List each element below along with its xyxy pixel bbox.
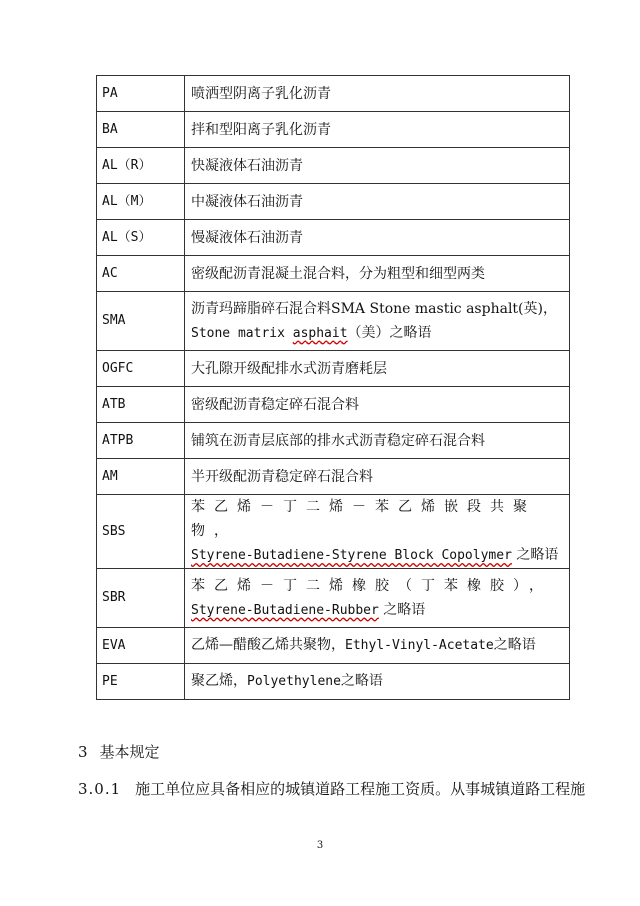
abbr-desc: 大孔隙开级配排水式沥青磨耗层 (185, 351, 570, 387)
clause-text: 施工单位应具备相应的城镇道路工程施工资质。从事城镇道路工程施 (135, 780, 586, 798)
desc-line-1: 苯乙烯－丁二烯－苯乙烯嵌段共聚物， (191, 499, 536, 539)
misspelled-word: asphait (292, 325, 348, 341)
abbr-desc: 半开级配沥青稳定碎石混合料 (185, 459, 570, 495)
desc-text: Ethyl-Vinyl-Acetate (345, 638, 494, 653)
abbr-desc (185, 628, 570, 664)
desc-line-1: 沥青玛蹄脂碎石混合料SMA Stone mastic asphalt(英)， (191, 300, 557, 317)
table-row (97, 148, 570, 184)
table-row (97, 184, 570, 220)
abbr-desc: 快凝液体石油沥青 (185, 148, 570, 184)
desc-text: 之略语 (493, 637, 536, 653)
abbr-code: OGFC (97, 351, 185, 387)
abbr-code: SBR (97, 569, 185, 628)
page-number: 3 (316, 840, 324, 851)
abbr-desc: 密级配沥青混凝土混合料，分为粗型和细型两类 (185, 256, 570, 292)
abbr-desc: 中凝液体石油沥青 (185, 184, 570, 220)
abbr-code: SBS (97, 495, 185, 569)
abbr-code: AC (97, 256, 185, 292)
abbr-code: AL（R） (97, 148, 185, 184)
table-row (97, 220, 570, 256)
abbr-code: PA (97, 76, 185, 112)
abbreviation-table (96, 75, 570, 700)
desc-text: Polyethylene (247, 674, 341, 689)
desc-text: 之略语 (340, 673, 383, 689)
desc-text: Stone matrix (191, 325, 293, 341)
abbr-code: ATB (97, 387, 185, 423)
abbr-code: EVA (97, 628, 185, 664)
table-row (97, 664, 570, 700)
abbr-desc: 喷洒型阴离子乳化沥青 (185, 76, 570, 112)
clause-paragraph (78, 778, 585, 799)
abbr-desc (185, 664, 570, 700)
abbr-code: AL（S） (97, 220, 185, 256)
desc-line-2 (191, 321, 569, 346)
abbr-code: SMA (97, 292, 185, 351)
table-row (97, 569, 570, 628)
misspelled-word: Styrene-Butadiene-Rubber (191, 602, 379, 618)
table-row (97, 495, 570, 569)
abbr-code: AL（M） (97, 184, 185, 220)
desc-text: 聚乙烯， (191, 673, 247, 689)
abbr-code: ATPB (97, 423, 185, 459)
abbr-desc: 拌和型阳离子乳化沥青 (185, 112, 570, 148)
desc-line-1: 苯乙烯－丁二烯橡胶（丁苯橡胶）， (191, 577, 552, 594)
table-row (97, 292, 570, 351)
desc-line-2 (191, 598, 569, 623)
desc-text: （美）之略语 (347, 324, 432, 341)
table-row (97, 256, 570, 292)
misspelled-word: Styrene-Butadiene-Styrene Block Copolymer (191, 548, 512, 563)
abbr-code: AM (97, 459, 185, 495)
abbr-code: PE (97, 664, 185, 700)
desc-text: 之略语 (511, 547, 559, 563)
section-title: 基本规定 (99, 743, 160, 761)
table-row (97, 351, 570, 387)
desc-text: 之略语 (378, 601, 426, 618)
abbr-code: BA (97, 112, 185, 148)
abbr-desc (185, 495, 570, 569)
table-row (97, 628, 570, 664)
desc-text: 乙烯—醋酸乙烯共聚物， (191, 637, 345, 653)
abbr-desc (185, 569, 570, 628)
section-heading (78, 741, 172, 762)
table-row (97, 76, 570, 112)
abbr-desc: 密级配沥青稳定碎石混合料 (185, 387, 570, 423)
abbr-desc: 铺筑在沥青层底部的排水式沥青稳定碎石混合料 (185, 423, 570, 459)
table-row (97, 423, 570, 459)
abbr-desc: 慢凝液体石油沥青 (185, 220, 570, 256)
abbr-desc (185, 292, 570, 351)
desc-line-2 (191, 543, 569, 568)
table-row (97, 112, 570, 148)
clause-number: 3.0.1 (78, 780, 122, 798)
section-number: 3 (78, 743, 88, 761)
table-row (97, 387, 570, 423)
table-row (97, 459, 570, 495)
